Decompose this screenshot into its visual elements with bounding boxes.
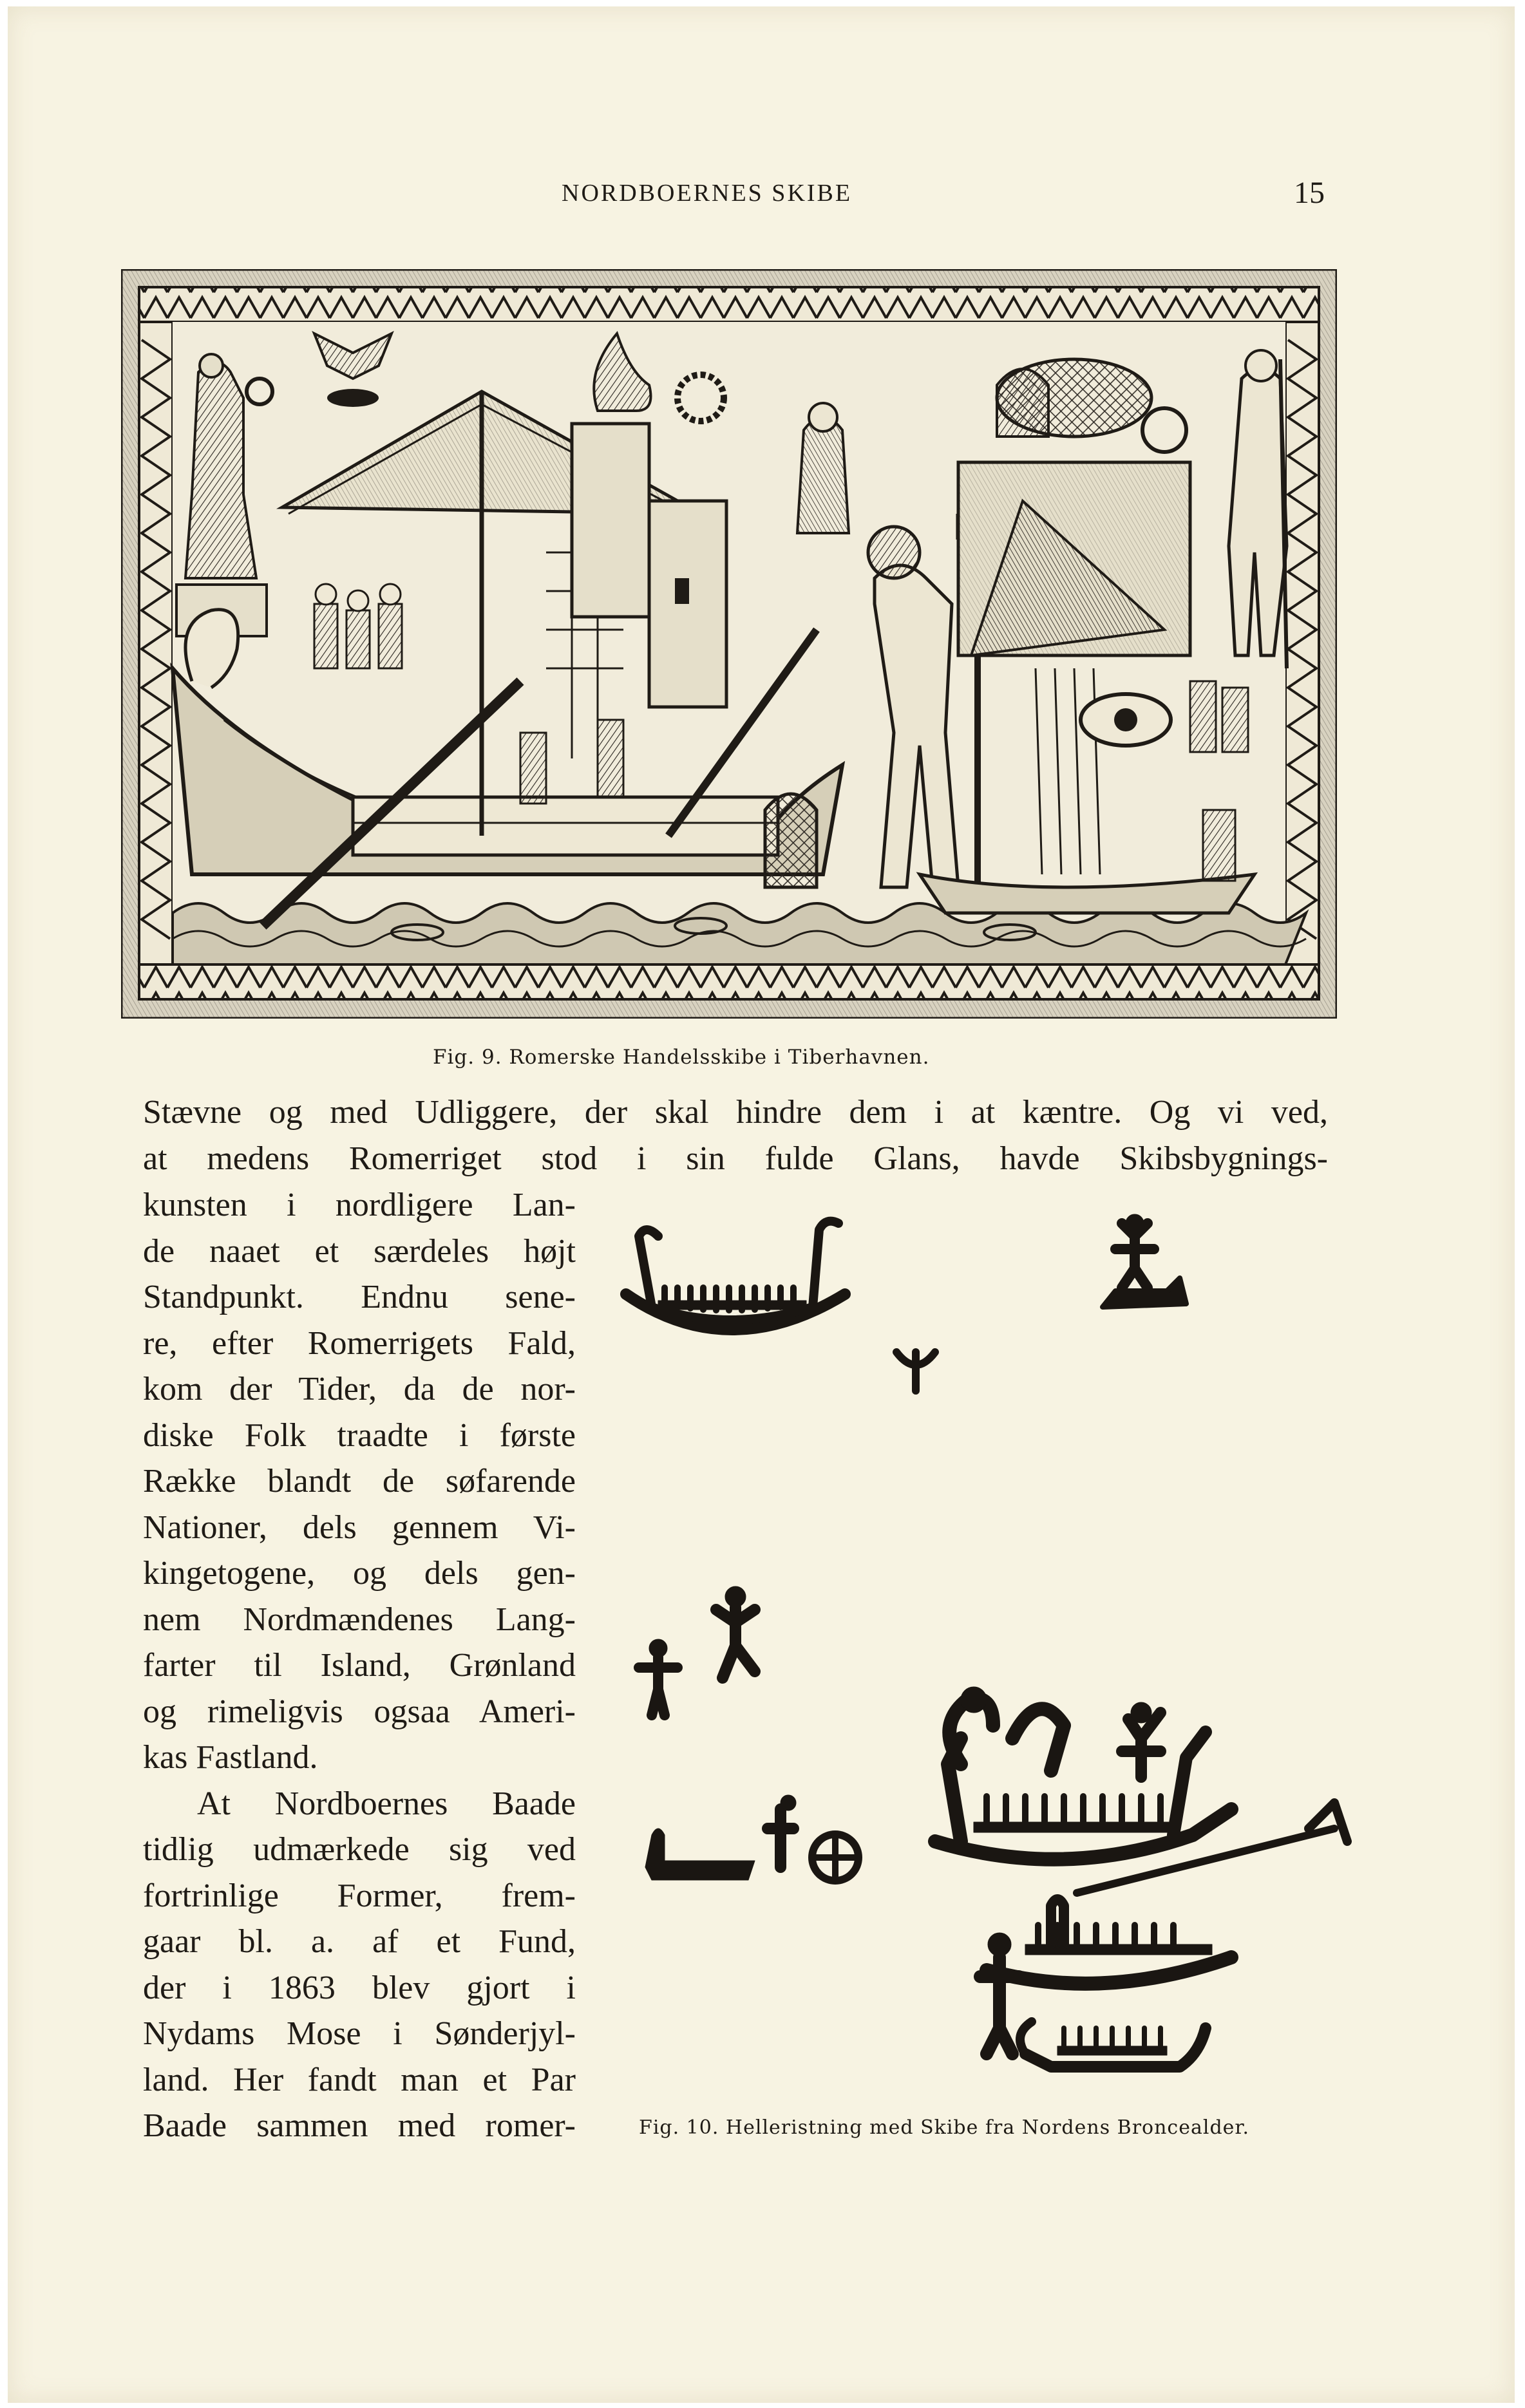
- body-text-full-width: [143, 1089, 1328, 1181]
- carving-small-figure: [639, 1639, 677, 1715]
- page-number: 15: [1294, 176, 1325, 210]
- text-line: nem Nordmændenes Lang-: [143, 1601, 576, 1638]
- text-line: land. Her fandt man et Par: [143, 2061, 576, 2098]
- carving-wheel-cross: [812, 1834, 858, 1881]
- text-line: de naaet et særdeles højt: [143, 1232, 576, 1270]
- text-line: Nydams Mose i Sønderjyl-: [143, 2015, 576, 2052]
- text-line: Række blandt de søfarende: [143, 1463, 576, 1500]
- text-line: at medens Romerriget stod i sin fulde Glans, havde Skibsbygnings-: [143, 1140, 1328, 1177]
- text-line: kunsten i nordligere Lan-: [143, 1187, 576, 1223]
- text-line: tidlig udmærkede sig ved: [143, 1831, 576, 1868]
- text-line: kom der Tider, da de nor-: [143, 1371, 576, 1407]
- carving-small-boat: [645, 1829, 755, 1880]
- text-line: re, efter Romerrigets Fald,: [143, 1324, 576, 1362]
- figure-10-caption: Fig. 10. Helleristning med Skibe fra Nordens Broncealder.: [639, 2116, 1249, 2139]
- body-text-column: [143, 1182, 576, 2149]
- text-line: kingetogene, og dels gen-: [143, 1555, 576, 1592]
- carving-large-boat-scene: [935, 1687, 1347, 2067]
- text-line: fortrinlige Former, frem-: [143, 1877, 576, 1914]
- text-line: og rimeligvis ogsaa Ameri-: [143, 1693, 576, 1730]
- figure-9-roman-ships-engraving: [121, 269, 1337, 1019]
- text-line: At Nordboernes Baade: [197, 1785, 576, 1822]
- text-line: Stævne og med Udliggere, der skal hindre dem i at kæntre. Og vi ved,: [143, 1094, 1328, 1131]
- text-line: gaar bl. a. af et Fund,: [143, 1923, 576, 1960]
- text-line: kas Fastland.: [143, 1739, 318, 1776]
- text-line: Nationer, dels gennem Vi-: [143, 1509, 576, 1546]
- figure-10-rock-carvings: [613, 1210, 1360, 2099]
- text-line: der i 1863 blev gjort i: [143, 1969, 576, 2006]
- figure-9-caption: Fig. 9. Romerske Handelsskibe i Tiberhavnen.: [433, 1046, 930, 1069]
- carving-figure-on-boat: [1103, 1214, 1186, 1307]
- carving-long-boat: [626, 1221, 845, 1330]
- carving-dancing-figure: [716, 1586, 755, 1678]
- book-page: [8, 6, 1515, 2403]
- text-line: Baade sammen med romer-: [143, 2107, 576, 2144]
- text-line: diske Folk traadte i første: [143, 1416, 576, 1454]
- text-line: farter til Island, Grønland: [143, 1647, 576, 1684]
- running-title: NORDBOERNES SKIBE: [562, 180, 853, 207]
- text-line: Standpunkt. Endnu sene-: [143, 1279, 576, 1315]
